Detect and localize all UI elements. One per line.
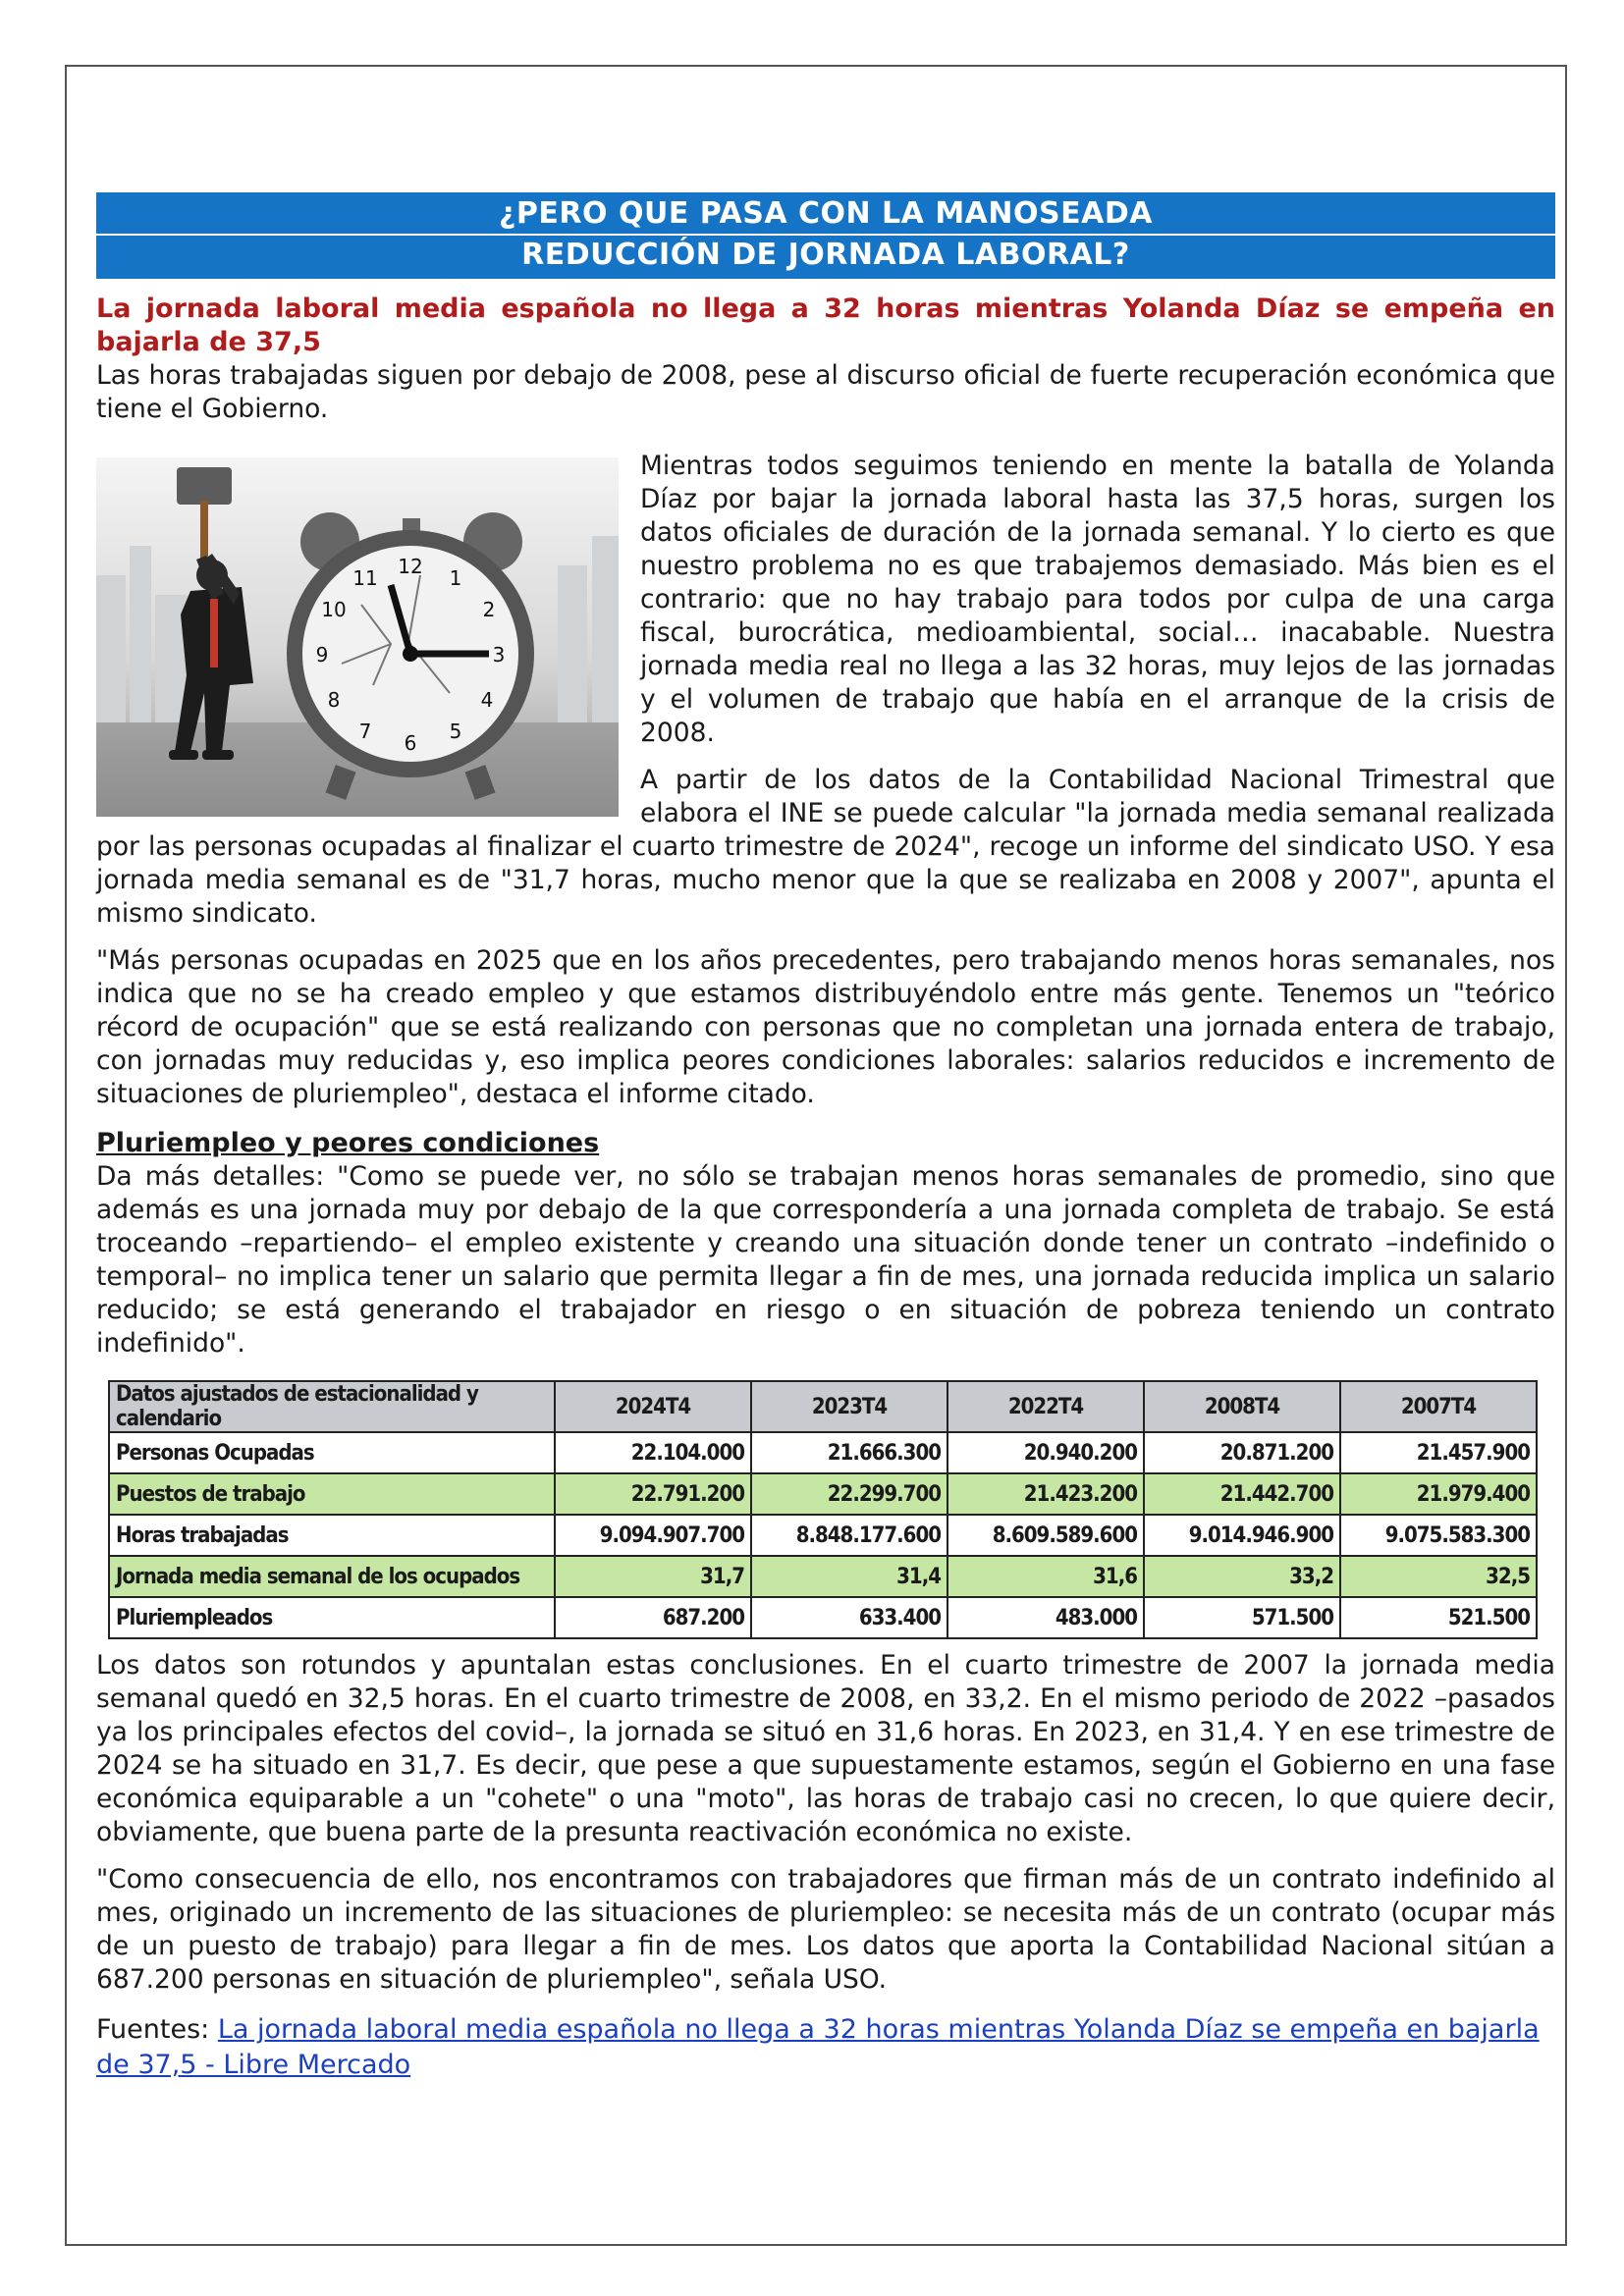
clock-number: 7 [358,720,372,743]
clock-number: 9 [315,643,329,667]
paragraph-1: Mientras todos seguimos teniendo en mente la batalla de Yolanda Díaz por bajar la jornada laboral hasta las 37,5 horas, surgen los datos oficiales de duración de la jornada semanal. Y lo cierto es que nuestro problema no es que trabajemos demasiado. Más bien es el contrario: que no hay trabajo para todos por culpa de una carga fiscal, burocrática, medioambiental, social… inacabable. Nuestra jornada media real no llega a las 32 horas, muy lejos de las jornadas y el volumen de trabajo que había en el arranque de la crisis de 2008. [640,451,1555,748]
clock-number: 6 [404,731,417,755]
table-cell: 8.848.177.600 [751,1515,947,1556]
table-header-cell: 2024T4 [555,1381,751,1432]
title-line-1: ¿PERO QUE PASA CON LA MANOSEADA [499,196,1153,231]
table-cell: 33,2 [1144,1556,1340,1597]
table-cell: 521.500 [1340,1597,1537,1638]
clock-number: 5 [449,720,462,743]
row-label: Puestos de trabajo [109,1473,555,1515]
table-header-row [109,1381,1537,1432]
table-row [109,1515,1537,1556]
title-line-2: REDUCCIÓN DE JORNADA LABORAL? [96,234,1555,275]
table-cell: 8.609.589.600 [947,1515,1144,1556]
paragraph-6: "Como consecuencia de ello, nos encontramos con trabajadores que firman más de un contrato indefinido al mes, originado un incremento de las situaciones de pluriempleo: se necesita más de un contrato (ocupar más de un puesto de trabajo) para llegar a fin de mes. Los datos que aporta la Contabilidad Nacional sitúan a 687.200 personas en situación de pluriempleo", señala USO. [96,1864,1555,1995]
table-row [109,1597,1537,1638]
table-cell: 31,4 [751,1556,947,1597]
table-header-cell: 2023T4 [751,1381,947,1432]
paragraph-5: Los datos son rotundos y apuntalan estas conclusiones. En el cuarto trimestre de 2007 la jornada media semanal quedó en 32,5 horas. En el cuarto trimestre de 2008, en 33,2. En el mismo periodo de 2022 –pasados ya los principales efectos del covid–, la jornada se situó en 31,6 horas. En 2023, en 31,4. Y en ese trimestre de 2024 se ha situado en 31,7. Es decir, que pese a que supuestamente estamos, según el Gobierno en una fase económica equiparable a un "cohete" o una "moto", las horas de trabajo casi no crecen, lo que quiere decir, obviamente, que buena parte de la presunta reactivación económica no existe. [96,1650,1555,1847]
table-cell: 21.979.400 [1340,1473,1537,1515]
table-cell: 20.871.200 [1144,1432,1340,1473]
table-cell: 571.500 [1144,1597,1340,1638]
lead-paragraph: Las horas trabajadas siguen por debajo de 2008, pese al discurso oficial de fuerte recuperación económica que tiene el Gobierno. [96,360,1555,424]
table-header-cell: 2008T4 [1144,1381,1340,1432]
clock-illustration [96,457,619,817]
table-cell: 21.666.300 [751,1432,947,1473]
man-smashing-alarm-clock-icon [96,457,619,817]
clock-number: 11 [352,566,378,590]
article [96,192,1555,2083]
table-cell: 32,5 [1340,1556,1537,1597]
table-cell: 9.014.946.900 [1144,1515,1340,1556]
clock-number: 3 [492,643,506,667]
image-text-block [96,450,1555,931]
row-label: Personas Ocupadas [109,1432,555,1473]
table-cell: 31,6 [947,1556,1144,1597]
clock-number: 1 [449,566,462,590]
table-cell: 9.075.583.300 [1340,1515,1537,1556]
clock-number: 12 [398,555,423,578]
row-label: Pluriempleados [109,1597,555,1638]
table-cell: 687.200 [555,1597,751,1638]
clock-number: 2 [482,598,496,621]
source-link[interactable]: La jornada laboral media española no llega a 32 horas mientras Yolanda Díaz se empeña en bajarla de 37,5 - Libre Mercado [96,2014,1540,2080]
table-cell: 21.457.900 [1340,1432,1537,1473]
clock-number: 10 [321,598,347,621]
row-label: Jornada media semanal de los ocupados [109,1556,555,1597]
headline: La jornada laboral media española no llega a 32 horas mientras Yolanda Díaz se empeña en bajarla de 37,5 [96,294,1555,357]
table-row [109,1432,1537,1473]
sources [96,2012,1555,2083]
table-cell: 483.000 [947,1597,1144,1638]
table-cell: 633.400 [751,1597,947,1638]
clock-number: 4 [480,688,494,712]
table-header-cell: 2022T4 [947,1381,1144,1432]
subheading: Pluriempleo y peores condiciones [96,1128,600,1158]
table-cell: 9.094.907.700 [555,1515,751,1556]
table-header-cell: 2007T4 [1340,1381,1537,1432]
paragraph-3: "Más personas ocupadas en 2025 que en los años precedentes, pero trabajando menos horas semanales, nos indica que no se ha creado empleo y que estamos distribuyéndolo entre más gente. Tenemos un "teórico récord de ocupación" que se está realizando con personas que no completan una jornada entera de trabajo, con jornadas muy reducidas y, eso implica peores condiciones laborales: salarios reducidos e incremento de situaciones de pluriempleo", destaca el informe citado. [96,945,1555,1109]
paragraph-2: A partir de los datos de la Contabilidad Nacional Trimestral que elabora el INE se puede calcular "la jornada media semanal realizada por las personas ocupadas al finalizar el cuarto trimestre de 2024", recoge un informe del sindicato USO. Y esa jornada media semanal es de "31,7 horas, mucho menor que la que se realizaba en 2008 y 2007", apunta el mismo sindicato. [96,765,1555,929]
sources-label: Fuentes: [96,2014,210,2045]
title-banner [96,192,1555,279]
table-row [109,1473,1537,1515]
table-cell: 21.423.200 [947,1473,1144,1515]
paragraph-4: Da más detalles: "Como se puede ver, no sólo se trabajan menos horas semanales de promedio, sino que además es una jornada muy por debajo de la que correspondería a una jornada completa de trabajo. Se está troceando –repartiendo– el empleo existente y creando una situación donde tener un contrato –indefinido o temporal– no implica tener un salario que permita llegar a fin de mes, una jornada reducida implica un salario reducido; se está generando el trabajador en riesgo o en situación de pobreza teniendo un contrato indefinido". [96,1161,1555,1359]
table-cell: 22.791.200 [555,1473,751,1515]
table-row [109,1556,1537,1597]
table-cell: 22.104.000 [555,1432,751,1473]
row-label: Horas trabajadas [109,1515,555,1556]
data-table [108,1380,1538,1639]
table-cell: 21.442.700 [1144,1473,1340,1515]
clock-number: 8 [327,688,341,712]
table-header-cell: Datos ajustados de estacionalidad y calendario [109,1381,555,1432]
table-cell: 20.940.200 [947,1432,1144,1473]
table-cell: 31,7 [555,1556,751,1597]
table-cell: 22.299.700 [751,1473,947,1515]
